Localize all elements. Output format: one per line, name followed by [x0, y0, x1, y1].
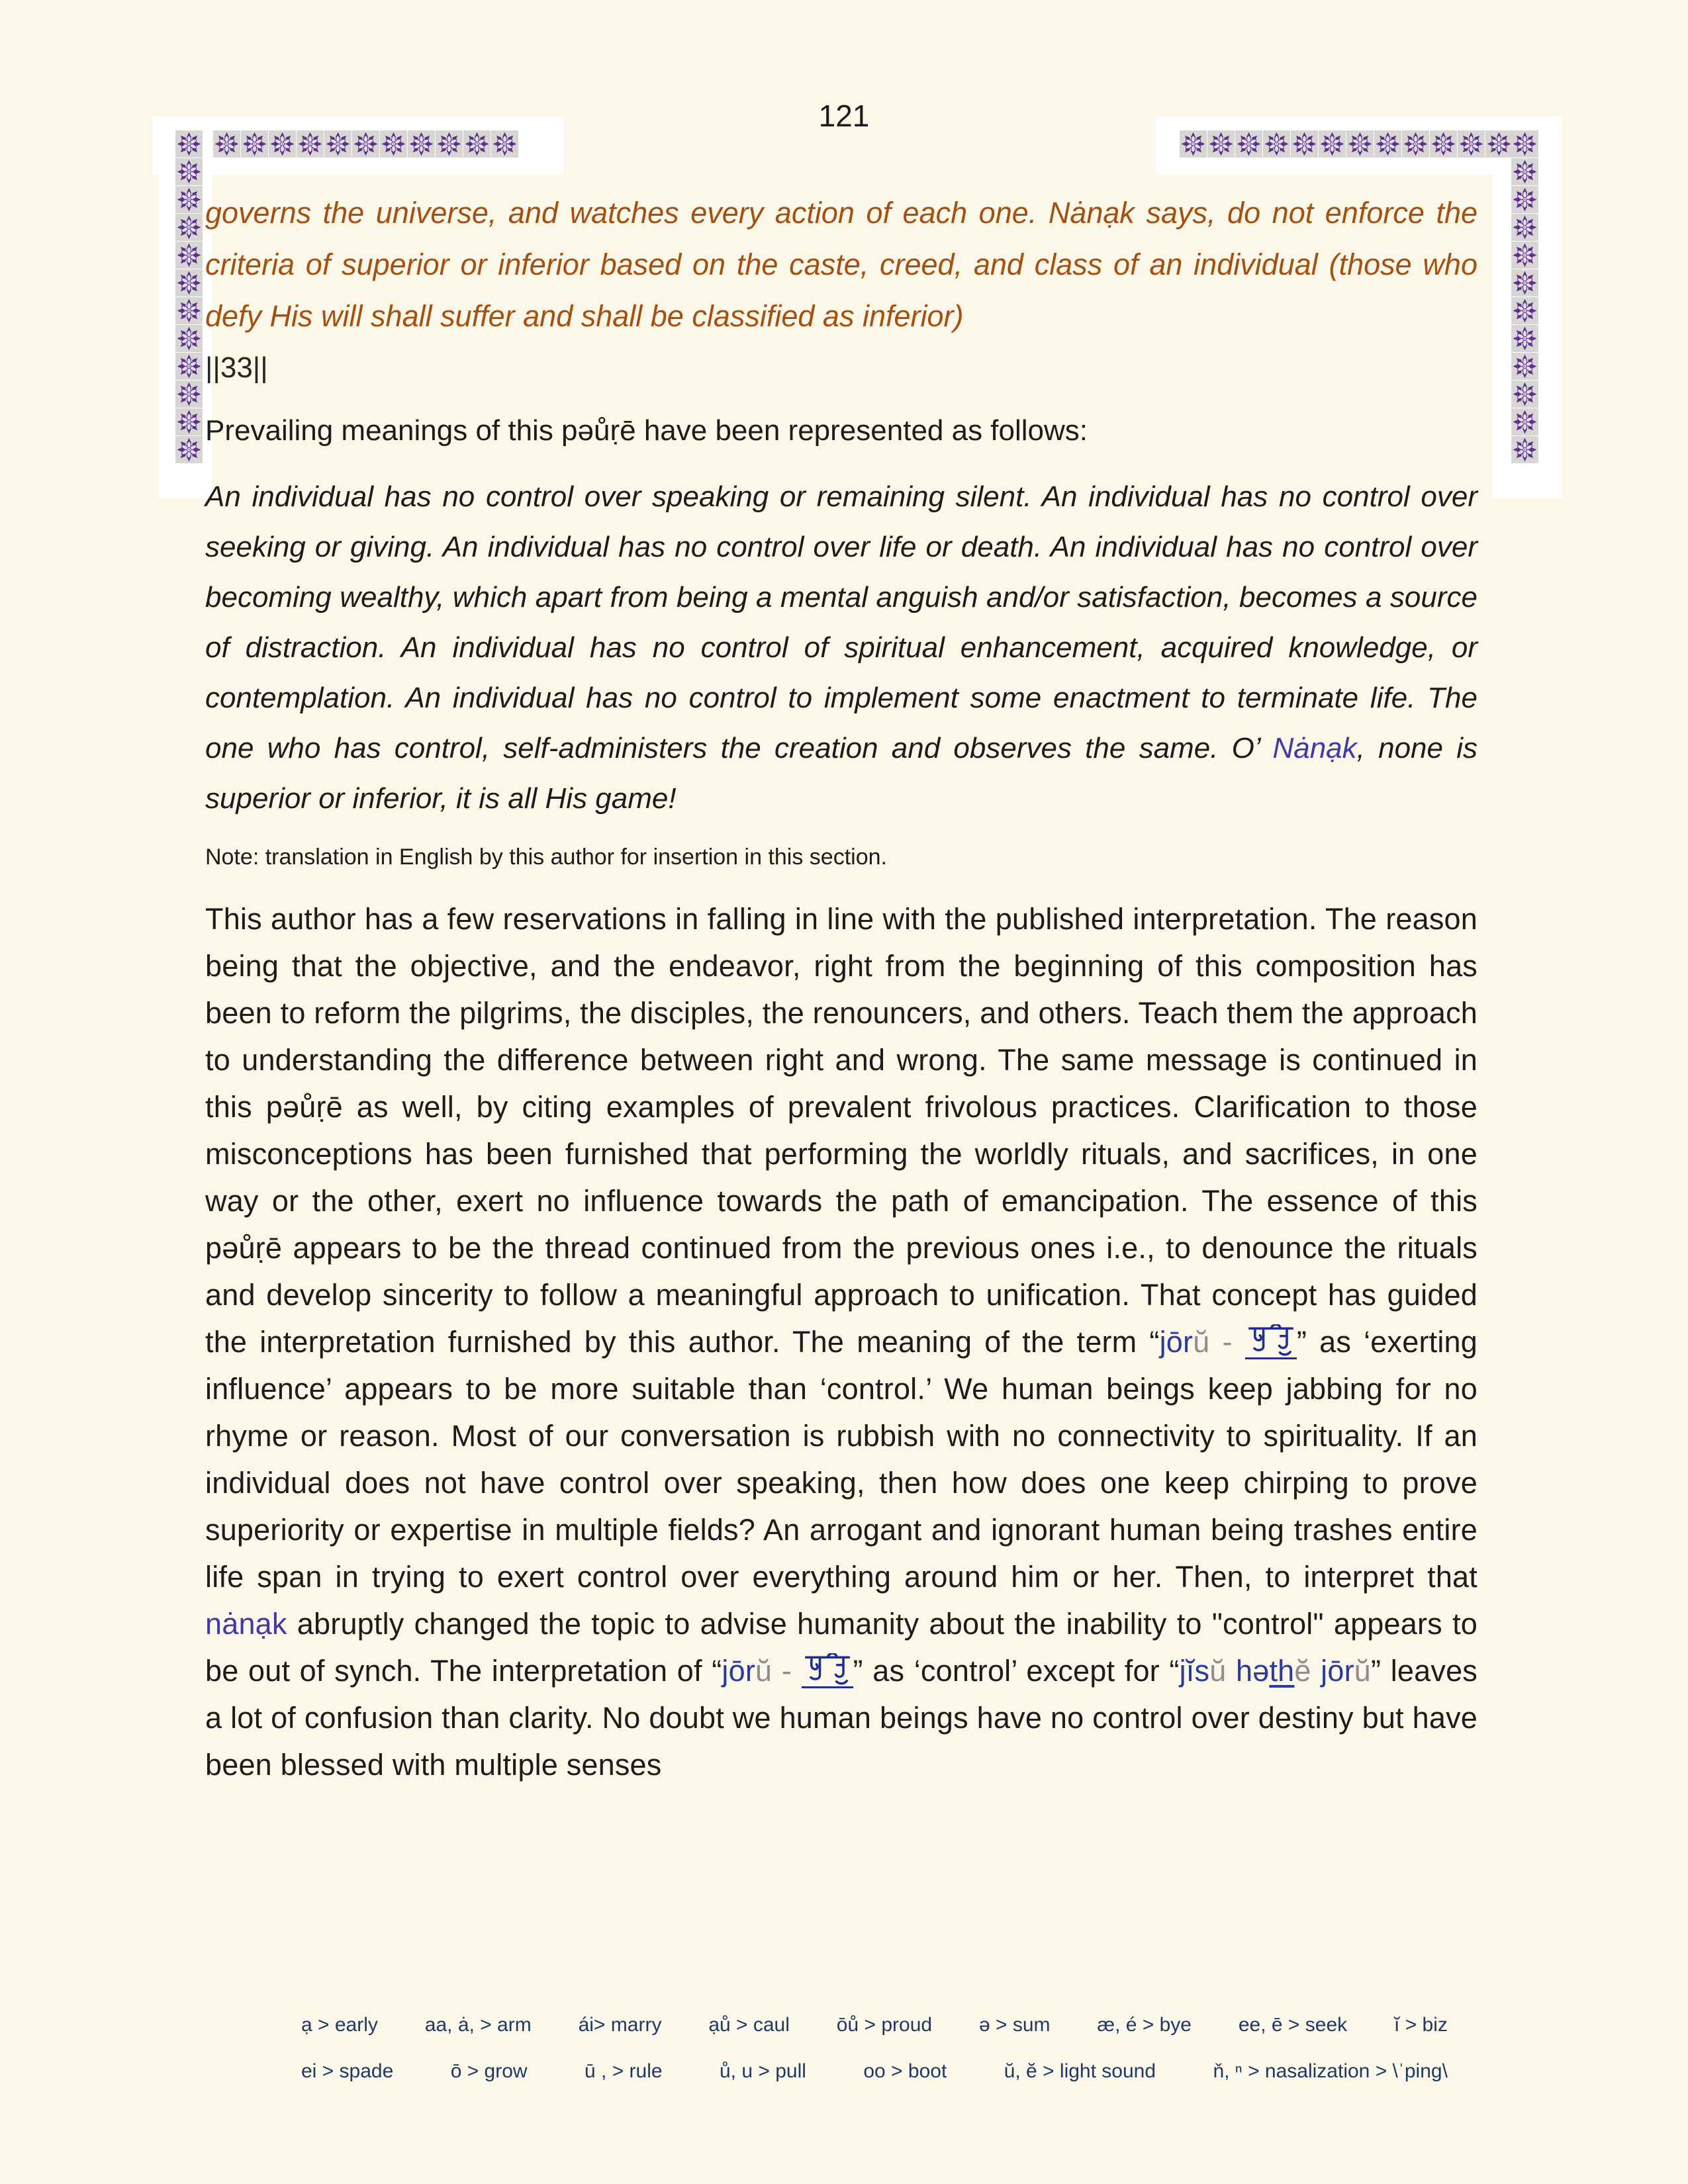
flower-ornament-tile	[175, 325, 203, 352]
flower-ornament-tile	[1511, 325, 1538, 352]
text-segment: ” as ‘control’ except for “	[853, 1654, 1180, 1688]
flower-icon	[326, 132, 350, 156]
key-item: ōů > proud	[836, 2014, 933, 2036]
flower-ornament-tile	[1511, 269, 1538, 296]
flower-ornament-tile	[297, 130, 324, 158]
verse-marker: ||33||	[205, 351, 268, 384]
flower-icon	[177, 298, 201, 323]
flower-icon	[1513, 187, 1537, 212]
key-item: ů, u > pull	[719, 2060, 806, 2082]
flower-icon	[1209, 132, 1233, 156]
text-segment	[1226, 1654, 1236, 1688]
text-segment: th	[1269, 1654, 1295, 1688]
flower-icon	[1513, 326, 1537, 351]
flower-ornament-tile	[408, 130, 435, 158]
pronunciation-key-row-2	[205, 2058, 1477, 2085]
flower-icon	[1403, 132, 1428, 156]
flower-icon	[465, 132, 489, 156]
note-line: Note: translation in English by this author for insertion in this section.	[205, 844, 887, 870]
flower-icon	[1513, 159, 1537, 184]
scripture-quote-text: governs the universe, and watches every action of each one. Nȧnạk says, do not enforce the criteria of superior or inferior based on the caste, creed, and class of an individual (those who defy His will shall suffer and shall be classified as inferior)	[205, 196, 1477, 333]
flower-icon	[1237, 132, 1261, 156]
flower-icon	[177, 382, 201, 406]
text-segment	[1311, 1654, 1321, 1688]
pronunciation-key-row-1	[205, 2012, 1477, 2038]
page-number: 121	[818, 99, 870, 133]
flower-ornament-tile	[1291, 130, 1318, 158]
flower-icon	[1513, 271, 1537, 295]
flower-ornament-tile	[175, 242, 203, 269]
key-item: æ, é > bye	[1097, 2014, 1192, 2036]
flower-ornament-tile	[175, 381, 203, 408]
text-segment: jĭs	[1179, 1654, 1210, 1688]
flower-icon	[177, 215, 201, 240]
nanak-name: Nȧnạk	[1272, 732, 1357, 764]
key-item: ŭ, ĕ > light sound	[1004, 2060, 1156, 2082]
text-segment: ŭ	[1354, 1654, 1372, 1688]
flower-icon	[1513, 410, 1537, 434]
flower-ornament-tile	[1511, 408, 1538, 435]
flower-ornament-tile	[1511, 436, 1538, 463]
flower-icon	[1459, 132, 1483, 156]
key-item: ĭ > biz	[1394, 2014, 1448, 2036]
flower-ornament-tile	[175, 130, 203, 158]
flower-ornament-tile	[1511, 242, 1538, 269]
text-segment: jōr	[1159, 1325, 1194, 1359]
flower-icon	[1431, 132, 1456, 156]
flower-ornament-tile	[1511, 381, 1538, 408]
top-right-ornament-row	[1180, 130, 1513, 158]
flower-ornament-tile	[1346, 130, 1374, 158]
key-item: ei > spade	[301, 2060, 394, 2082]
flower-ornament-tile	[1374, 130, 1401, 158]
key-item: ū , > rule	[585, 2060, 663, 2082]
flower-ornament-tile	[1511, 353, 1538, 380]
flower-ornament-tile	[1511, 186, 1538, 213]
flower-ornament-tile	[1207, 130, 1235, 158]
flower-ornament-tile	[175, 158, 203, 185]
scripture-quote-paragraph	[205, 187, 1477, 394]
key-item: ái> marry	[578, 2014, 662, 2036]
flower-icon	[1513, 437, 1537, 462]
flower-ornament-tile	[175, 436, 203, 463]
text-segment: ” leaves a lot of confusion than clarity. No doubt we human beings have no control over destiny but have been blessed with multiple senses	[205, 1654, 1478, 1782]
flower-icon	[177, 271, 201, 295]
translation-pre: An individual has no control over speaking or remaining silent. An individual has no control over seeking or giving. An individual has no control over life or death. An individual has no control over becoming wealthy, which apart from being a mental anguish and/or satisfaction, becomes a source of distraction. An individual has no control of spiritual enhancement, acquired knowledge, or contemplation. An individual has no control to implement some enactment to terminate life. The one who has control, self-administers the creation and observes the same. O’	[205, 480, 1477, 764]
flower-icon	[298, 132, 322, 156]
text-segment: hə	[1235, 1654, 1270, 1688]
flower-ornament-tile	[1263, 130, 1290, 158]
flower-ornament-tile	[1402, 130, 1429, 158]
flower-ornament-tile	[1458, 130, 1485, 158]
right-ornament-column	[1511, 130, 1538, 463]
flower-icon	[381, 132, 406, 156]
flower-icon	[177, 132, 201, 156]
translation-paragraph	[205, 472, 1477, 824]
key-item: oo > boot	[863, 2060, 947, 2082]
text-segment: ŭ	[755, 1654, 773, 1688]
flower-icon	[242, 132, 267, 156]
flower-icon	[177, 410, 201, 434]
flower-ornament-tile	[352, 130, 379, 158]
flower-ornament-tile	[324, 130, 352, 158]
flower-ornament-tile	[269, 130, 296, 158]
flower-icon	[1264, 132, 1289, 156]
flower-ornament-tile	[175, 186, 203, 213]
flower-ornament-tile	[1511, 158, 1538, 185]
flower-icon	[353, 132, 378, 156]
top-left-ornament-row	[213, 130, 518, 158]
flower-icon	[1513, 215, 1537, 240]
pronunciation-key	[205, 2012, 1477, 2085]
flower-ornament-tile	[175, 408, 203, 435]
page-content	[205, 187, 1477, 1788]
flower-icon	[492, 132, 517, 156]
key-item: ə > sum	[978, 2014, 1051, 2036]
flower-icon	[177, 187, 201, 212]
flower-ornament-tile	[1511, 130, 1538, 158]
flower-ornament-tile	[463, 130, 491, 158]
intro-line: Prevailing meanings of this pəůṛē have been represented as follows:	[205, 414, 1088, 447]
flower-ornament-tile	[436, 130, 463, 158]
flower-ornament-tile	[175, 353, 203, 380]
flower-ornament-tile	[1235, 130, 1262, 158]
key-item: ạů > caul	[708, 2014, 790, 2036]
text-segment: jōr	[1321, 1654, 1354, 1688]
flower-ornament-tile	[241, 130, 268, 158]
flower-icon	[1292, 132, 1317, 156]
flower-icon	[177, 354, 201, 379]
key-item: ō > grow	[450, 2060, 528, 2082]
flower-icon	[1513, 243, 1537, 267]
key-item: aa, ȧ, > arm	[424, 2014, 532, 2036]
flower-ornament-tile	[1180, 130, 1207, 158]
text-segment: -	[772, 1654, 802, 1688]
flower-ornament-tile	[1319, 130, 1346, 158]
text-segment: jōr	[722, 1654, 756, 1688]
flower-icon	[1376, 132, 1400, 156]
translation-post: , none is superior or inferior, it is all His game!	[205, 732, 1477, 815]
flower-icon	[1320, 132, 1344, 156]
flower-ornament-tile	[1430, 130, 1457, 158]
key-item: ň, ⁿ > nasalization > \ˈping\	[1213, 2060, 1448, 2082]
text-segment: abruptly changed the topic to advise humanity about the inability to "control" appears to be out of synch. The interpretation of “	[205, 1607, 1477, 1688]
flower-icon	[1487, 132, 1511, 156]
text-segment: -	[1209, 1325, 1245, 1359]
gurmukhi-word-glyph	[802, 1653, 853, 1685]
flower-ornament-tile	[175, 214, 203, 241]
text-segment: ” as ‘exerting influence’ appears to be more suitable than ‘control.’ We human beings keep jabbing for no rhyme or reason. Most of our conversation is rubbish with no connectivity to spirituality. If an individual does not have control over speaking, then how does one keep chirping to prove superiority or expertise in multiple fields? An arrogant and ignorant human being trashes entire life span in trying to exert control over everything around him or her. Then, to interpret that	[205, 1325, 1477, 1594]
text-segment: This author has a few reservations in falling in line with the published interpretation. The reason being that the objective, and the endeavor, right from the beginning of this composition has been to reform the pilgrims, the disciples, the renouncers, and others. Teach them the approach to understanding the difference between right and wrong. The same message is continued in this pəůṛē as well, by citing examples of prevalent frivolous practices. Clarification to those misconceptions has been furnished that performing the worldly rituals, and sacrifices, in one way or the other, exert no influence towards the path of emancipation. The essence of this pəůṛē appears to be the thread continued from the previous ones i.e., to denounce the rituals and develop sincerity to follow a meaningful approach to unification. That concept has guided the interpretation furnished by this author. The meaning of the term “	[205, 902, 1477, 1359]
key-item: ee, ē > seek	[1238, 2014, 1348, 2036]
key-item: ạ > early	[301, 2014, 378, 2036]
text-segment: nȧnạk	[205, 1607, 287, 1641]
flower-ornament-tile	[1511, 297, 1538, 324]
gurmukhi-word	[1245, 1324, 1297, 1359]
flower-icon	[1513, 132, 1537, 156]
flower-ornament-tile	[491, 130, 518, 158]
left-ornament-column	[175, 130, 203, 463]
flower-icon	[214, 132, 239, 156]
flower-ornament-tile	[213, 130, 240, 158]
flower-ornament-tile	[175, 269, 203, 296]
flower-icon	[1513, 354, 1537, 379]
text-segment: ŭ	[1193, 1325, 1210, 1359]
flower-ornament-tile	[380, 130, 407, 158]
flower-ornament-tile	[175, 297, 203, 324]
gurmukhi-word-glyph	[1245, 1324, 1297, 1356]
flower-icon	[1513, 382, 1537, 406]
text-segment: ŭ	[1209, 1654, 1227, 1688]
flower-icon	[409, 132, 434, 156]
text-segment: ĕ	[1294, 1654, 1311, 1688]
flower-icon	[1513, 298, 1537, 323]
flower-icon	[177, 243, 201, 267]
flower-icon	[177, 159, 201, 184]
flower-icon	[270, 132, 295, 156]
flower-ornament-tile	[1485, 130, 1513, 158]
body-paragraph	[205, 895, 1477, 1788]
flower-icon	[437, 132, 461, 156]
flower-icon	[177, 326, 201, 351]
gurmukhi-word	[802, 1653, 853, 1688]
flower-icon	[1181, 132, 1205, 156]
flower-icon	[177, 437, 201, 462]
flower-ornament-tile	[1511, 214, 1538, 241]
flower-icon	[1348, 132, 1372, 156]
